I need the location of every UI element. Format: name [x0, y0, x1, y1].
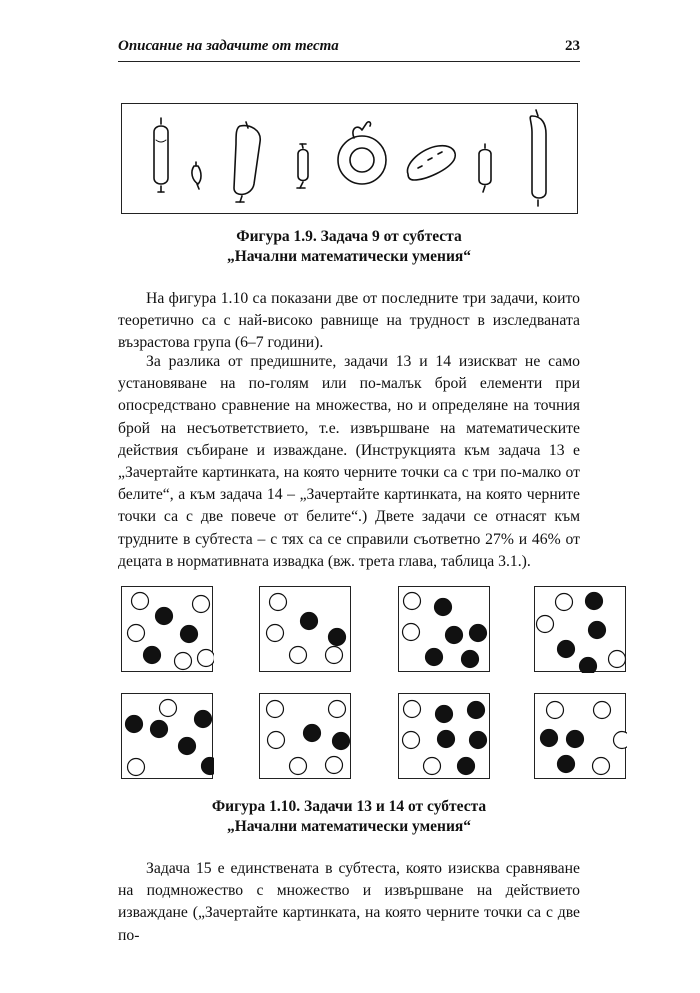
figure-1-10-caption — [118, 797, 580, 837]
salami-icon — [407, 146, 455, 180]
dot-box — [534, 693, 626, 779]
dot-box — [259, 586, 351, 672]
sausage-7-icon — [479, 144, 491, 192]
page-number: 23 — [565, 38, 580, 54]
sausage-4-icon — [297, 144, 308, 188]
dot-box — [259, 693, 351, 779]
figure-1-9-illustration — [121, 103, 578, 214]
sausage-8-icon — [530, 110, 546, 206]
sausage-1-icon — [154, 118, 168, 192]
running-header — [118, 37, 580, 62]
dot-box — [534, 586, 626, 672]
dot-box — [121, 586, 213, 672]
figure-1-10-grid — [121, 586, 633, 779]
running-title: Описание на задачите от теста — [118, 38, 339, 54]
caption-line: Фигура 1.9. Задача 9 от субтеста — [236, 228, 462, 245]
figure-1-9-caption — [118, 227, 580, 267]
paragraph: За разлика от предишните, задачи 13 и 14 изискват не само установяване на по-голям или по-малък брой елементи при опосредствано сравнение на множества, но и определяне на точния брой на несъответствието, т.е. извършване на математическите действия събиране и изваждане. (Инструкцията към задача 13 е „Зачертайте картинката, на която черните точки са с три по-малко от белите“, а към задача 14 – „Зачертайте картинката, на която черните точки са с две повече от белите“.) Двете задачи се отнасят към трудните в субтеста – с тях са се справили съответно 27% и 46% от децата в нормативната извадка (вж. трета глава, таблица 3.1.). — [118, 353, 580, 570]
sausage-2-icon — [192, 162, 201, 189]
dot-box — [121, 693, 213, 779]
ring-sausage-icon — [338, 122, 386, 184]
sausage-3-icon — [234, 122, 260, 202]
caption-line: „Начални математически умения“ — [226, 818, 472, 835]
caption-line: „Начални математически умения“ — [226, 248, 472, 265]
paragraph: На фигура 1.10 са показани две от последните три задачи, които теоретично са с най-високо равнище на трудност в изследваната възрастова група (6–7 години). — [118, 290, 580, 352]
dot-box — [398, 586, 490, 672]
caption-line: Фигура 1.10. Задачи 13 и 14 от субтеста — [211, 798, 487, 815]
dot-box — [398, 693, 490, 779]
sausages-drawing — [122, 104, 579, 215]
paragraph: Задача 15 е единствената в субтеста, която изисква сравняване на подмножество с множество и извършване на действието изваждане („Зачертайте картинката, на която черните точки са с две по- — [118, 860, 580, 944]
